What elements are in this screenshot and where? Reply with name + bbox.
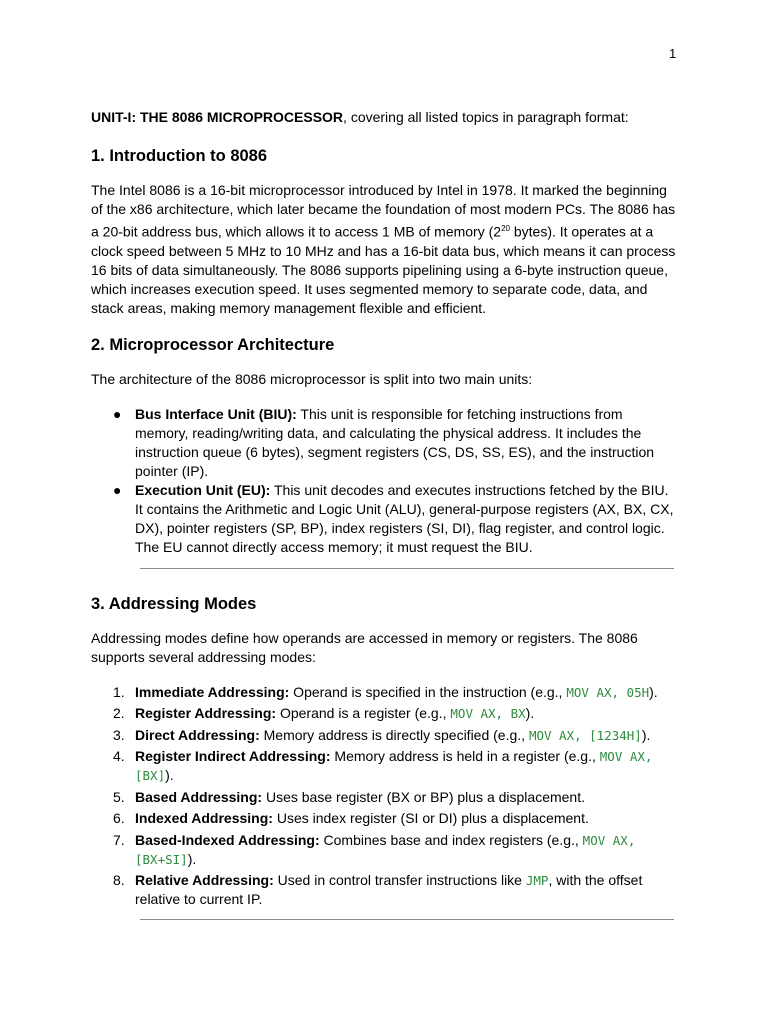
item-text-end: ). — [187, 850, 197, 867]
item-text: Uses index register (SI or DI) plus a displacement. — [272, 810, 589, 827]
section-3-intro: Addressing modes define how operands are accessed in memory or registers. The 8086 supports several addressing modes: — [91, 629, 638, 665]
architecture-list — [91, 405, 679, 557]
item-text: Uses base register (BX or BP) plus a displacement. — [262, 788, 585, 805]
item-number: 3. — [113, 726, 125, 743]
item-text-end: ). — [641, 726, 651, 743]
item-number: 6. — [113, 810, 125, 827]
item-number: 5. — [113, 788, 125, 805]
item-label: Immediate Addressing: — [135, 683, 290, 700]
item-text: This unit decodes and executes instructions fetched by the BIU. It contains the Arithmetic and Logic Unit (ALU), general-purpose registers (AX, BX, CX, DX), pointer registers (SP, BP), index registers (SI, DI), flag register, and control logic. The EU cannot directly access memory; it must request the BIU. — [135, 481, 674, 555]
list-item — [91, 747, 679, 785]
document-body — [91, 108, 679, 920]
item-number: 4. — [113, 748, 125, 765]
code-snippet: JMP — [525, 873, 549, 889]
item-text-end: ). — [525, 705, 535, 722]
item-number: 7. — [113, 831, 125, 848]
item-text: Memory address is held in a register (e.g., — [330, 748, 600, 765]
item-text-end: ). — [649, 683, 658, 700]
code-snippet: MOV AX, 05H — [566, 684, 650, 700]
code-snippet: MOV AX, BX — [450, 706, 526, 722]
item-text: Used in control transfer instructions like — [273, 872, 526, 889]
item-text: Operand is specified in the instruction (e.g., — [289, 683, 567, 700]
unit-title: UNIT-I: THE 8086 MICROPROCESSOR — [91, 109, 344, 125]
list-item — [91, 831, 679, 869]
item-text: Operand is a register (e.g., — [276, 705, 451, 722]
item-number: 8. — [113, 872, 125, 889]
power-superscript: 20 — [501, 224, 510, 233]
code-snippet: MOV AX, [BX] — [135, 749, 653, 784]
item-text-end: ). — [165, 767, 174, 784]
section-1-heading: 1. Introduction to 8086 — [91, 147, 268, 165]
section-3-heading: 3. Addressing Modes — [91, 594, 257, 613]
item-number: 1. — [113, 683, 125, 700]
item-label: Based-Indexed Addressing: — [135, 831, 320, 848]
list-item — [113, 405, 679, 481]
code-snippet: MOV AX, [BX+SI] — [135, 832, 636, 867]
bullet-icon: ● — [113, 481, 122, 498]
list-item — [91, 809, 679, 828]
list-item — [91, 871, 679, 909]
unit-subtitle: , covering all listed topics in paragraph format: — [343, 109, 629, 125]
section-2-intro: The architecture of the 8086 microprocessor is split into two main units: — [91, 370, 533, 387]
addressing-modes-list — [91, 683, 679, 910]
page-number: 1 — [669, 46, 677, 61]
item-label: Register Indirect Addressing: — [135, 748, 331, 765]
item-label: Based Addressing: — [135, 788, 263, 805]
list-item — [91, 704, 679, 723]
section-1-paragraph — [91, 181, 679, 318]
item-label: Direct Addressing: — [135, 726, 260, 743]
code-snippet: MOV AX, [1234H] — [528, 727, 642, 743]
item-text-end: , with the offset relative to current IP. — [135, 872, 643, 908]
unit-header — [91, 108, 679, 127]
horizontal-rule — [140, 919, 674, 920]
list-item — [113, 481, 679, 557]
section-2-heading: 2. Microprocessor Architecture — [91, 335, 335, 354]
item-label: Execution Unit (EU): — [135, 481, 271, 498]
item-label: Indexed Addressing: — [135, 810, 273, 827]
bullet-icon: ● — [113, 405, 122, 422]
horizontal-rule — [140, 568, 674, 569]
section-1-text-a: The Intel 8086 is a 16-bit microprocessor introduced by Intel in 1978. It marked the beginning of the x86 architecture, which later became the foundation of most modern PCs. The 8086 has a 20-bit address bus, which allows it to access 1 MB of memory (2 — [91, 182, 676, 240]
item-label: Bus Interface Unit (BIU): — [135, 405, 297, 422]
section-1-text-b: bytes). It operates at a clock speed between 5 MHz to 10 MHz and has a 16-bit data bus, which means it can process 16 bits of data simultaneously. The 8086 supports pipelining using a 6-byte instruction queue, which increases execution speed. It uses segmented memory to separate code, data, and stack areas, making memory management flexible and efficient. — [91, 223, 676, 316]
item-label: Relative Addressing: — [135, 872, 274, 889]
item-text: Combines base and index registers (e.g., — [319, 831, 583, 848]
list-item — [91, 683, 679, 702]
item-text: This unit is responsible for fetching instructions from memory, reading/writing data, and calculating the physical address. It includes the instruction queue (6 bytes), segment registers (CS, DS, SS, ES), and the instruction pointer (IP). — [135, 405, 655, 479]
item-text: Memory address is directly specified (e.g., — [259, 726, 529, 743]
item-number: 2. — [113, 705, 125, 722]
list-item — [91, 788, 679, 807]
item-label: Register Addressing: — [135, 705, 277, 722]
list-item — [91, 726, 679, 745]
